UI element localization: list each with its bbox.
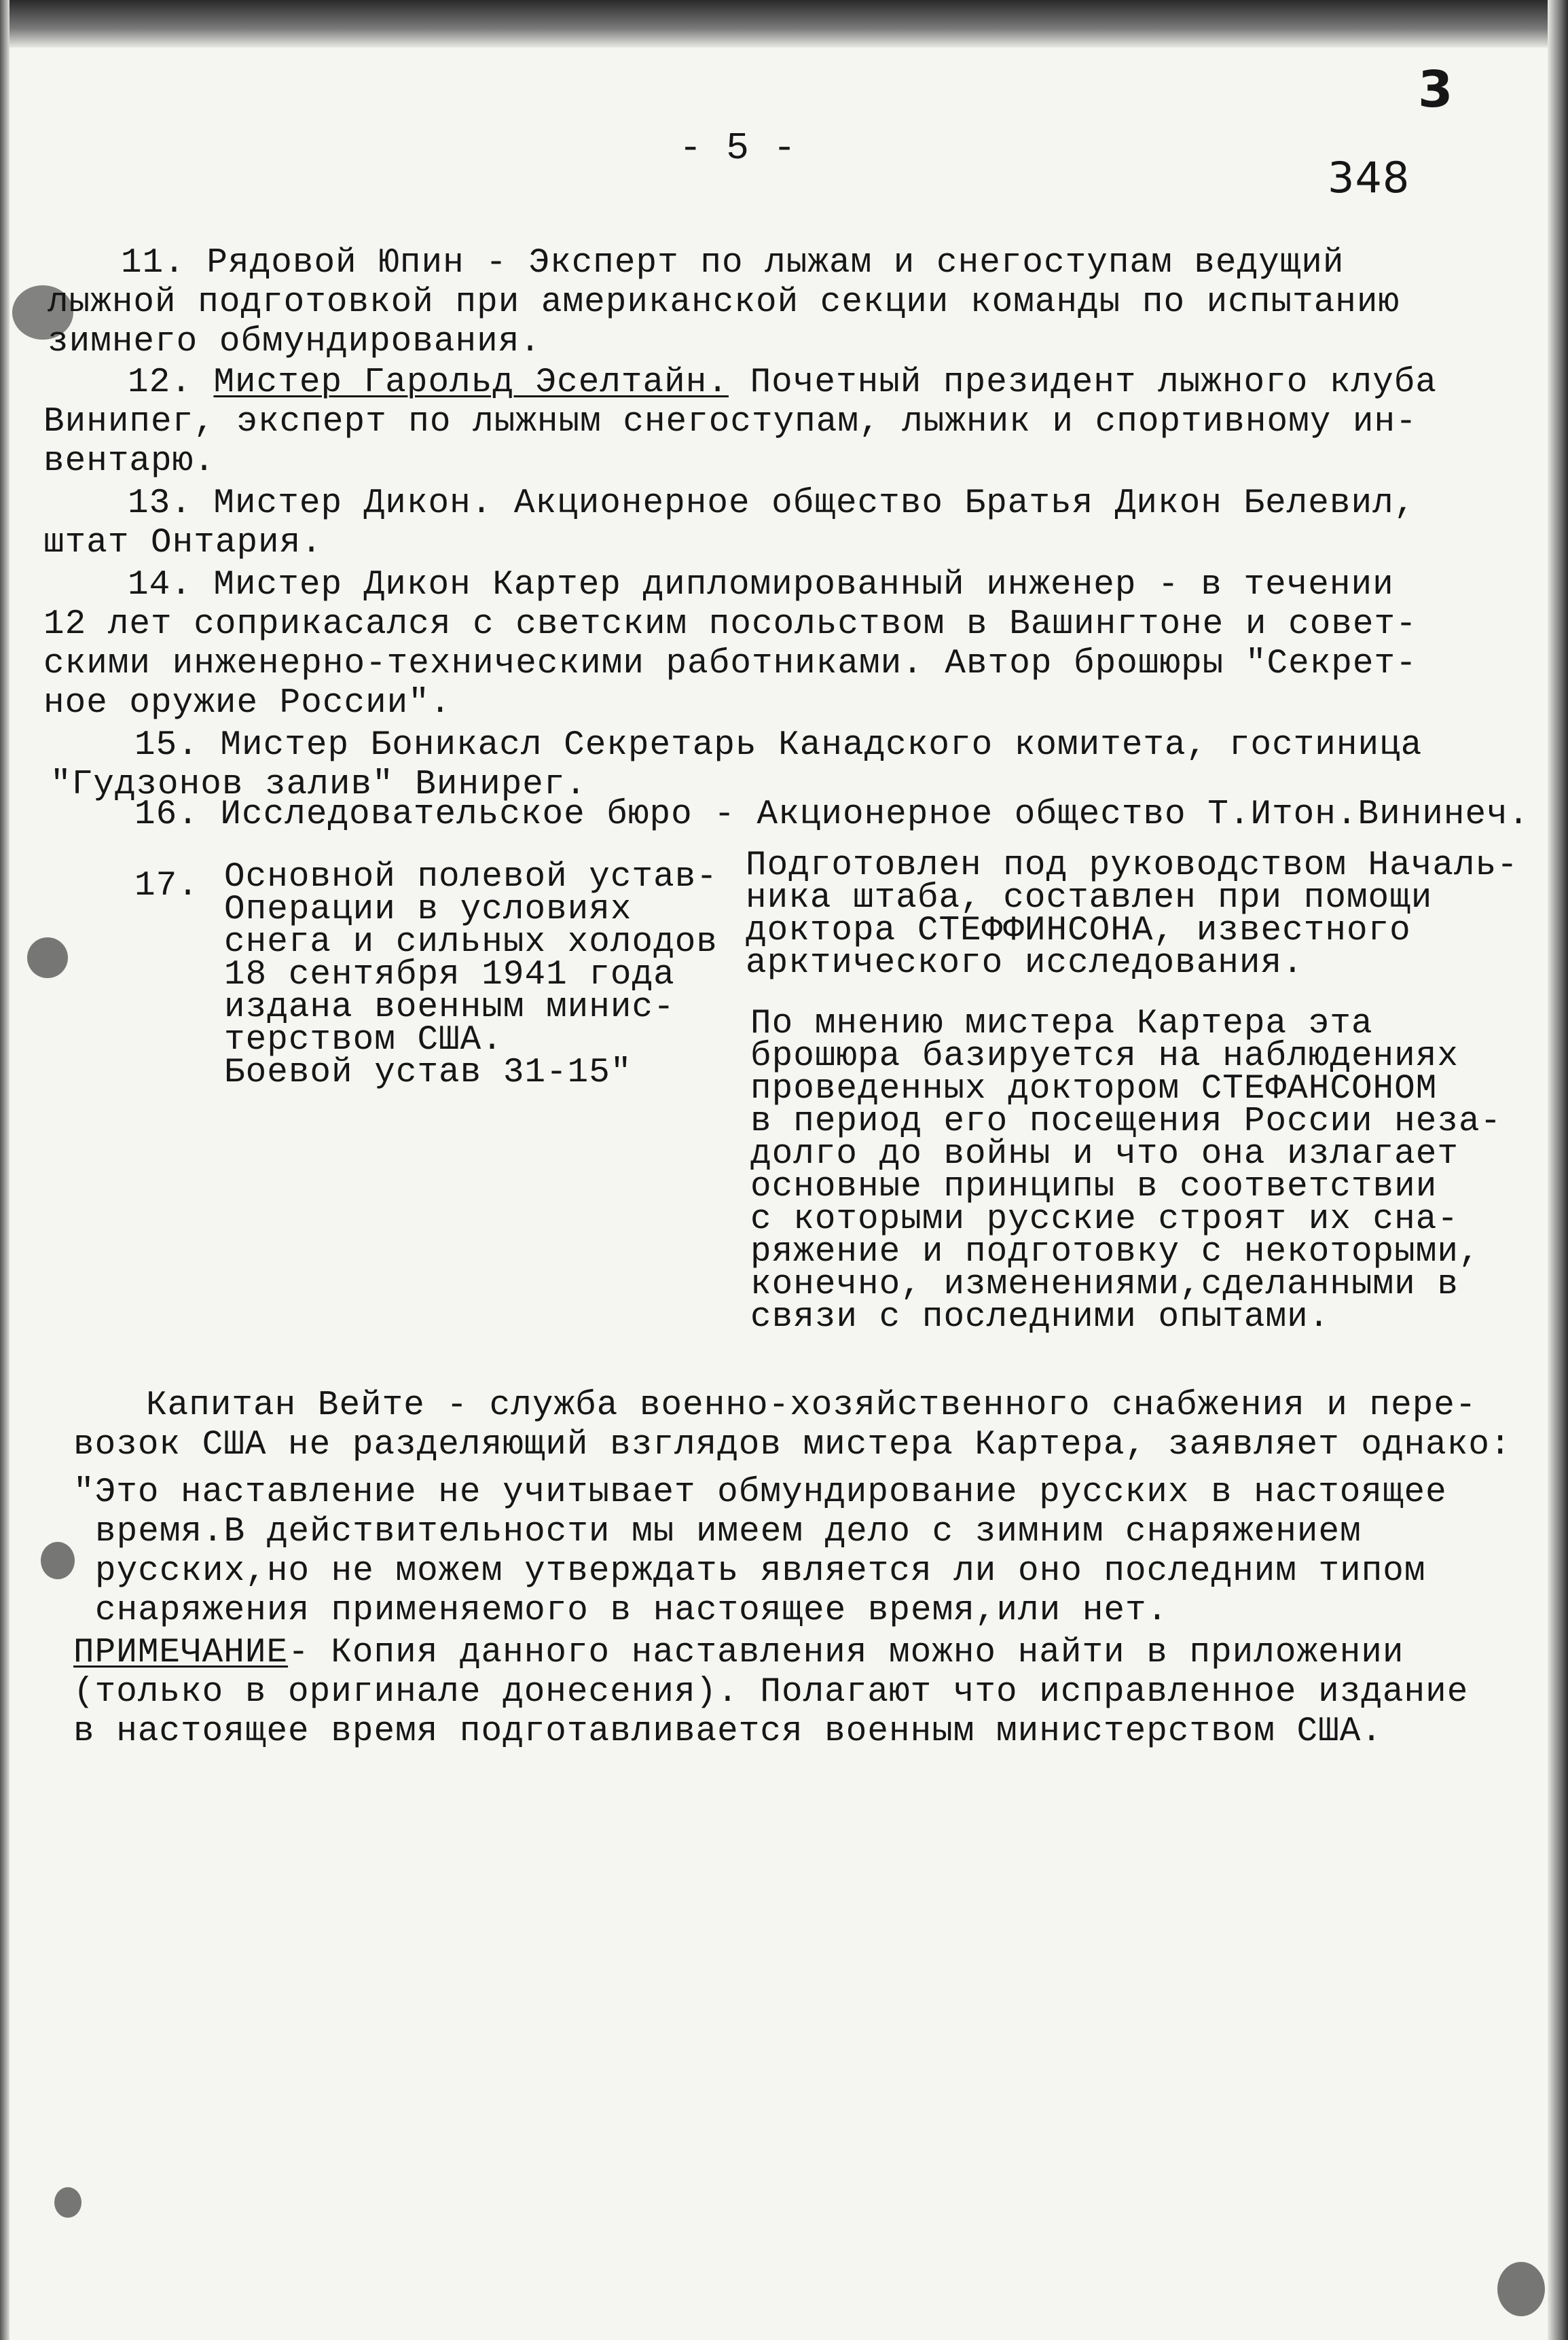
item-17-right-line: долго до войны и что она излагает [750, 1135, 1459, 1174]
item-12-number: 12. [128, 363, 192, 402]
note-line-first [73, 1633, 1404, 1674]
item-17-right-line: проведенных доктором СТЕФАНСОНОМ [750, 1070, 1438, 1109]
item-13-line: 13. Мистер Дикон. Акционерное общество Братья Дикон Белевил, [128, 484, 1416, 523]
item-13-line: штат Онтария. [43, 524, 323, 562]
item-14-line: 14. Мистер Дикон Картер дипломированный инженер - в течении [128, 566, 1394, 605]
archive-sheet-number: 3 [1418, 60, 1454, 119]
item-17-left-line: терством США. [224, 1021, 503, 1060]
ink-blot [54, 2187, 81, 2218]
item-17-number: 17. [134, 867, 199, 905]
scan-edge-right [1548, 0, 1568, 2340]
captain-paragraph-line: возок США не разделяющий взглядов мистера Картера, заявляет однако: [73, 1426, 1512, 1464]
item-16-line: 16. Исследовательское бюро - Акционерное общество Т.Итон.Вининеч. [134, 795, 1530, 834]
item-17-left-line: снега и сильных холодов [224, 923, 718, 962]
captain-paragraph-line: Капитан Вейте - служба военно-хозяйственного снабжения и пере- [146, 1386, 1477, 1425]
item-17-right-line: ряжение и подготовку с некоторыми, [750, 1233, 1480, 1272]
note-line: (только в оригинале донесения). Полагают что исправленное издание [73, 1673, 1469, 1712]
item-15-line: "Гудзонов залив" Винирег. [50, 766, 587, 804]
ink-blot [27, 937, 68, 978]
scan-edge-top [0, 0, 1568, 48]
item-17-right-line: доктора СТЕФФИНСОНА, известного [746, 912, 1411, 950]
item-17-left-line: издана военным минис- [224, 988, 675, 1027]
item-14-line: скими инженерно-техническими работниками. Автор брошюры "Секрет- [43, 645, 1417, 683]
item-17-right-line: брошюра базируется на наблюдениях [750, 1037, 1459, 1076]
item-12-line: Винипег, эксперт по лыжным снегоступам, лыжник и спортивному ин- [43, 403, 1417, 442]
quote-line: время.В действительности мы имеем дело с зимним снаряжением [95, 1513, 1362, 1551]
item-12-name: Мистер Гарольд Эселтайн. [213, 363, 729, 402]
note-text: - Копия данного наставления можно найти в приложении [288, 1634, 1404, 1672]
item-14-line: ное оружие России". [43, 684, 452, 723]
item-11-line: лыжной подготовкой при американской секции команды по испытанию [48, 283, 1400, 322]
item-17-right-line: Подготовлен под руководством Началь- [746, 846, 1518, 885]
page-number: - 5 - [679, 126, 797, 170]
item-17-right-line: основные принципы в соответствии [750, 1168, 1438, 1206]
ink-blot [1497, 2262, 1545, 2316]
quote-line: снаряжения применяемого в настоящее время,или нет. [95, 1591, 1169, 1630]
item-12-line-first [128, 363, 1437, 403]
item-17-right-line: ника штаба, составлен при помощи [746, 879, 1433, 918]
quote-line: русских,но не можем утверждать является ли оно последним типом [95, 1552, 1426, 1591]
quote-line: "Это наставление не учитывает обмундирование русских в настоящее [73, 1473, 1447, 1512]
item-17-right-line: связи с последними опытами. [750, 1298, 1330, 1337]
item-17-right-line: с которыми русские строят их сна- [750, 1200, 1459, 1239]
item-17-right-line: конечно, изменениями,сделанными в [750, 1265, 1459, 1304]
item-12-line: вентарю. [43, 442, 215, 481]
item-17-right-line: По мнению мистера Картера эта [750, 1005, 1373, 1043]
item-17-left-line: Боевой устав 31-15" [224, 1054, 632, 1092]
item-17-left-line: Операции в условиях [224, 890, 632, 929]
item-17-left-line: Основной полевой устав- [224, 858, 718, 897]
scan-edge-left [0, 0, 10, 2340]
item-14-line: 12 лет соприкасался с светским посольством в Вашингтоне и совет- [43, 605, 1417, 644]
item-17-right-line: арктического исследования. [746, 944, 1304, 983]
item-15-line: 15. Мистер Боникасл Секретарь Канадского комитета, гостиница [134, 726, 1423, 765]
archive-page-number: 348 [1328, 153, 1410, 202]
item-11-line: 11. Рядовой Юпин - Эксперт по лыжам и снегоступам ведущий [121, 244, 1345, 283]
item-11-line: зимнего обмундирования. [48, 323, 541, 361]
item-17-left-line: 18 сентября 1941 года [224, 956, 675, 994]
note-line: в настоящее время подготавливается военным министерством США. [73, 1712, 1383, 1751]
note-label: ПРИМЕЧАНИЕ [73, 1634, 289, 1672]
ink-blot [41, 1542, 75, 1579]
item-12-text: Почетный президент лыжного клуба [728, 363, 1437, 402]
item-17-right-line: в период его посещения России неза- [750, 1102, 1502, 1141]
